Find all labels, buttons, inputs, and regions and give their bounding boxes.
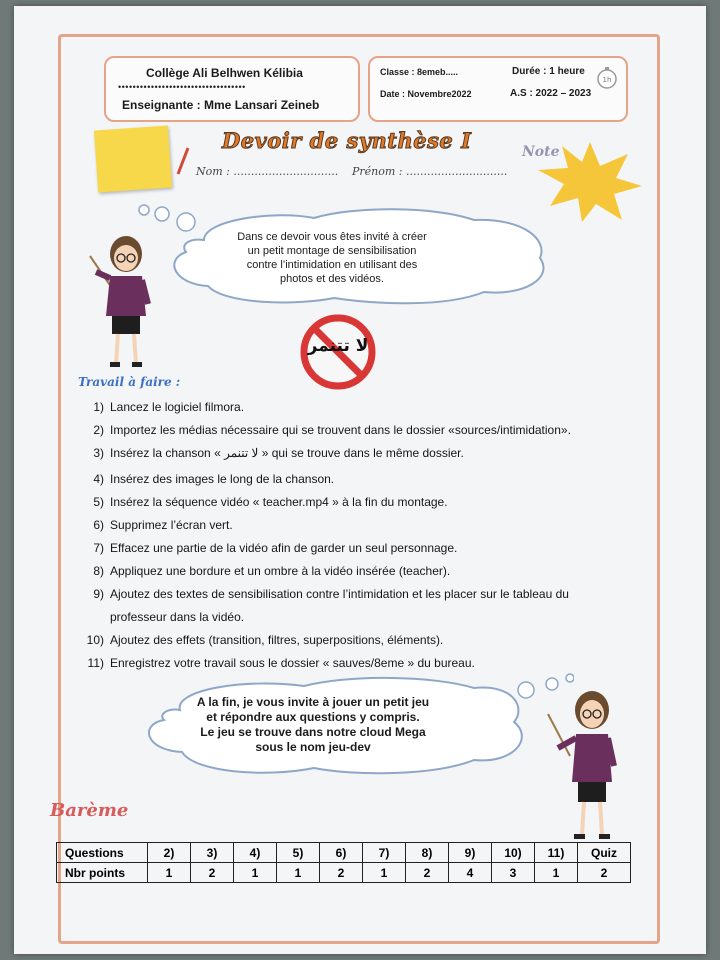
instruction-item bbox=[80, 564, 450, 578]
question-cell: 8) bbox=[406, 843, 449, 863]
instruction-text: Enregistrez votre travail sous le dossier « sauves/8eme » du bureau. bbox=[110, 656, 475, 670]
instruction-text: Insérez la chanson « لا تتنمر » qui se trouve dans le même dossier. bbox=[110, 446, 464, 460]
instruction-item bbox=[80, 587, 569, 601]
instruction-item bbox=[80, 495, 448, 509]
instruction-text: Insérez la séquence vidéo « teacher.mp4 » à la fin du montage. bbox=[110, 495, 448, 509]
stopwatch-icon bbox=[594, 64, 620, 90]
no-bullying-arabic: لا تتنمر bbox=[307, 336, 369, 356]
row-label: Nbr points bbox=[57, 863, 148, 883]
class-label: Classe : 8emeb..... bbox=[380, 67, 459, 77]
name-field: Nom : .............................. bbox=[196, 165, 339, 178]
points-cell: 1 bbox=[535, 863, 578, 883]
question-cell: 6) bbox=[320, 843, 363, 863]
question-cell: 7) bbox=[363, 843, 406, 863]
question-cell: 10) bbox=[492, 843, 535, 863]
outro-text bbox=[188, 695, 438, 755]
college-name: Collège Ali Belhwen Kélibia bbox=[146, 66, 303, 80]
instruction-item bbox=[80, 610, 244, 624]
instruction-number: 7) bbox=[93, 541, 104, 555]
question-cell: 4) bbox=[234, 843, 277, 863]
outro-line: A la fin, je vous invite à jouer un petit jeu bbox=[196, 695, 430, 709]
instruction-text: Importez les médias nécessaire qui se trouvent dans le dossier «sources/intimidation». bbox=[110, 423, 571, 437]
instruction-text: Effacez une partie de la vidéo afin de garder un seul personnage. bbox=[110, 541, 458, 555]
points-cell: 2 bbox=[406, 863, 449, 883]
instruction-item bbox=[80, 400, 244, 414]
instruction-number: 10) bbox=[86, 633, 104, 647]
questions-row bbox=[57, 843, 631, 863]
firstname-field: Prénom : ............................. bbox=[352, 165, 508, 178]
duration-label: Durée : 1 heure bbox=[512, 66, 585, 77]
points-cell: 1 bbox=[234, 863, 277, 883]
outro-line: Le jeu se trouve dans notre cloud Mega bbox=[200, 725, 426, 739]
instruction-number: 1) bbox=[93, 400, 104, 414]
svg-text:1h: 1h bbox=[602, 76, 612, 84]
instruction-number: 4) bbox=[93, 472, 104, 486]
intro-line: photos et des vidéos. bbox=[280, 273, 384, 285]
instruction-number: 6) bbox=[93, 518, 104, 532]
instruction-text: Ajoutez des effets (transition, filtres, superpositions, éléments). bbox=[110, 633, 444, 647]
sticky-note-icon bbox=[94, 125, 172, 192]
intro-text bbox=[212, 230, 452, 286]
question-cell: 3) bbox=[191, 843, 234, 863]
question-cell: 5) bbox=[277, 843, 320, 863]
grade-label: Note bbox=[522, 144, 560, 160]
instruction-item bbox=[80, 423, 571, 437]
instruction-item bbox=[80, 656, 475, 670]
instruction-text: Ajoutez des textes de sensibilisation contre l’intimidation et les placer sur le tableau du bbox=[110, 587, 569, 601]
instruction-number: 9) bbox=[93, 587, 104, 601]
teacher-character-icon bbox=[86, 232, 166, 372]
teacher-character-icon bbox=[544, 686, 628, 846]
question-cell: Quiz bbox=[578, 843, 631, 863]
outro-line: et répondre aux questions y compris. bbox=[206, 710, 420, 724]
instruction-number: 3) bbox=[93, 446, 104, 460]
points-cell: 1 bbox=[363, 863, 406, 883]
points-cell: 3 bbox=[492, 863, 535, 883]
points-cell: 2 bbox=[320, 863, 363, 883]
points-cell: 2 bbox=[578, 863, 631, 883]
points-cell: 4 bbox=[449, 863, 492, 883]
instruction-text: professeur dans la vidéo. bbox=[110, 610, 245, 624]
instruction-item bbox=[80, 446, 464, 460]
instruction-number: 8) bbox=[93, 564, 104, 578]
pencil-icon bbox=[174, 146, 194, 176]
intro-line: contre l’intimidation en utilisant des bbox=[246, 259, 418, 271]
instruction-text: Appliquez une bordure et un ombre à la vidéo insérée (teacher). bbox=[110, 564, 451, 578]
intro-line: un petit montage de sensibilisation bbox=[247, 245, 417, 257]
instruction-item bbox=[80, 633, 443, 647]
intro-line: Dans ce devoir vous êtes invité à créer bbox=[237, 231, 427, 243]
school-year-label: A.S : 2022 – 2023 bbox=[510, 88, 592, 99]
instruction-number: 5) bbox=[93, 495, 104, 509]
question-cell: 9) bbox=[449, 843, 492, 863]
points-cell: 2 bbox=[191, 863, 234, 883]
outro-line: sous le nom jeu-dev bbox=[255, 740, 371, 754]
instruction-text: Supprimez l’écran vert. bbox=[110, 518, 233, 532]
grading-title: Barème bbox=[50, 800, 129, 821]
exam-title: Devoir de synthèse I bbox=[222, 128, 472, 153]
instruction-item bbox=[80, 472, 334, 486]
instruction-number: 2) bbox=[93, 423, 104, 437]
instruction-item bbox=[80, 541, 457, 555]
points-cell: 1 bbox=[277, 863, 320, 883]
instruction-text: Lancez le logiciel filmora. bbox=[110, 400, 245, 414]
question-cell: 11) bbox=[535, 843, 578, 863]
work-heading: Travail à faire : bbox=[78, 375, 181, 389]
question-cell: 2) bbox=[148, 843, 191, 863]
instruction-number: 11) bbox=[87, 656, 104, 670]
grading-table bbox=[56, 842, 631, 883]
date-label: Date : Novembre2022 bbox=[380, 89, 472, 99]
row-label: Questions bbox=[57, 843, 148, 863]
separator-dots: ••••••••••••••••••••••••••••••••••• bbox=[118, 82, 246, 92]
instruction-text: Insérez des images le long de la chanson. bbox=[110, 472, 335, 486]
instruction-item bbox=[80, 518, 233, 532]
points-cell: 1 bbox=[148, 863, 191, 883]
teacher-name: Enseignante : Mme Lansari Zeineb bbox=[122, 98, 320, 112]
points-row bbox=[57, 863, 631, 883]
